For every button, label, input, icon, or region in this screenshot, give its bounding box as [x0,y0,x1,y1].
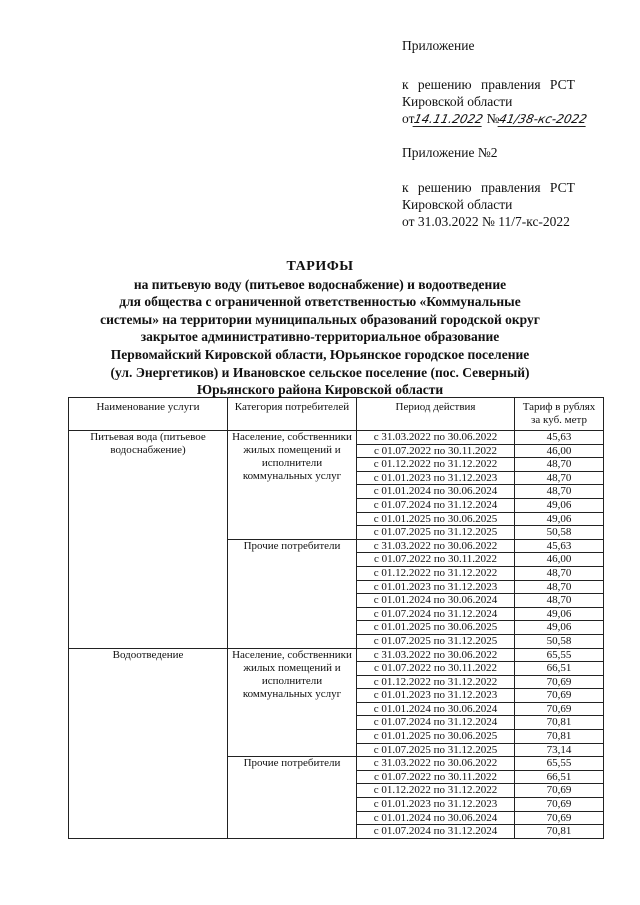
tariff-cell: 48,70 [515,594,604,608]
period-cell: с 01.07.2025 по 31.12.2025 [357,526,515,540]
handwritten-number: 41/38-кс-2022 [498,112,589,126]
tariff-cell: 73,14 [515,743,604,757]
tariff-cell: 45,63 [515,431,604,445]
tariff-cell: 66,51 [515,770,604,784]
tariff-cell: 70,69 [515,811,604,825]
period-cell: с 01.07.2022 по 30.11.2022 [357,770,515,784]
table-row [69,648,604,662]
period-cell: с 01.07.2025 по 31.12.2025 [357,743,515,757]
title-line-3: системы» на территории муниципальных образований городской округ [100,311,540,327]
period-cell: с 01.07.2024 по 31.12.2024 [357,825,515,839]
period-cell: с 01.07.2024 по 31.12.2024 [357,498,515,512]
period-cell: с 01.12.2022 по 31.12.2022 [357,675,515,689]
tariff-cell: 50,58 [515,634,604,648]
period-cell: с 01.07.2022 по 30.11.2022 [357,553,515,567]
header-service: Наименование услуги [69,398,228,431]
period-cell: с 01.01.2025 по 30.06.2025 [357,621,515,635]
appendix2-line3: от 31.03.2022 № 11/7-кс-2022 [402,214,570,229]
period-cell: с 31.03.2022 по 30.06.2022 [357,757,515,771]
tariff-cell: 49,06 [515,607,604,621]
period-cell: с 01.01.2025 по 30.06.2025 [357,512,515,526]
tariff-cell: 48,70 [515,580,604,594]
tariff-table [68,397,604,839]
category-cell: Прочие потребители [228,539,357,648]
period-cell: с 01.01.2023 по 31.12.2023 [357,798,515,812]
title-line-5: Первомайский Кировской области, Юрьянское городское поселение [110,346,530,362]
appendix2-line1: к решению правления РСТ [402,180,575,195]
period-cell: с 01.07.2022 по 30.11.2022 [357,662,515,676]
tariff-cell: 49,06 [515,621,604,635]
table-row [69,431,604,445]
tariff-cell: 66,51 [515,662,604,676]
period-cell: с 01.12.2022 по 31.12.2022 [357,784,515,798]
period-cell: с 01.01.2024 по 30.06.2024 [357,811,515,825]
tariff-cell: 45,63 [515,539,604,553]
service-name-cell: Водоотведение [69,648,228,838]
tariff-cell: 70,81 [515,716,604,730]
title-line-0: ТАРИФЫ [286,259,354,274]
tariff-cell: 48,70 [515,485,604,499]
period-cell: с 01.01.2024 по 30.06.2024 [357,702,515,716]
title-line-7: Юрьянского района Кировской области [196,382,444,398]
category-cell: Население, собственники жилых помещений и исполнители коммунальных услуг [228,648,357,757]
appendix2-reference [402,179,575,230]
period-cell: с 31.03.2022 по 30.06.2022 [357,648,515,662]
period-cell: с 31.03.2022 по 30.06.2022 [357,539,515,553]
period-cell: с 01.12.2022 по 31.12.2022 [357,458,515,472]
tariff-cell: 48,70 [515,471,604,485]
service-name-cell: Питьевая вода (питьевое водоснабжение) [69,431,228,649]
tariff-cell: 70,81 [515,730,604,744]
tariff-cell: 46,00 [515,553,604,567]
table-body [69,431,604,839]
tariff-cell: 70,69 [515,784,604,798]
category-cell: Прочие потребители [228,757,357,839]
tariff-cell: 65,55 [515,757,604,771]
period-cell: с 01.01.2025 по 30.06.2025 [357,730,515,744]
appendix1-reference [402,76,587,127]
document-title [60,258,580,399]
period-cell: с 01.07.2025 по 31.12.2025 [357,634,515,648]
period-cell: с 01.01.2023 по 31.12.2023 [357,471,515,485]
tariff-cell: 70,69 [515,798,604,812]
period-cell: с 01.12.2022 по 31.12.2022 [357,566,515,580]
title-line-6: (ул. Энергетиков) и Ивановское сельское поселение (пос. Северный) [110,364,530,380]
category-cell: Население, собственники жилых помещений и исполнители коммунальных услуг [228,431,357,540]
header-tariff: Тариф в рублях за куб. метр [515,398,604,431]
tariff-cell: 48,70 [515,566,604,580]
period-cell: с 01.01.2024 по 30.06.2024 [357,594,515,608]
period-cell: с 01.07.2024 по 31.12.2024 [357,607,515,621]
appendix1-title: Приложение [402,38,475,53]
tariff-cell: 50,58 [515,526,604,540]
tariff-cell: 70,69 [515,675,604,689]
tariff-cell: 49,06 [515,498,604,512]
tariff-cell: 48,70 [515,458,604,472]
period-cell: с 01.07.2022 по 30.11.2022 [357,444,515,458]
tariff-cell: 46,00 [515,444,604,458]
period-cell: с 01.01.2024 по 30.06.2024 [357,485,515,499]
period-cell: с 01.01.2023 по 31.12.2023 [357,689,515,703]
tariff-cell: 70,81 [515,825,604,839]
appendix1-line1: к решению правления РСТ [402,77,575,92]
appendix2-line2: Кировской области [402,197,513,212]
title-line-4: закрытое административно-территориальное образование [140,329,500,345]
appendix2-title: Приложение №2 [402,145,498,160]
table-header-row [69,398,604,431]
tariff-cell: 65,55 [515,648,604,662]
appendix1-line2: Кировской области [402,94,513,109]
handwritten-date: 14.11.2022 [413,112,485,126]
period-cell: с 01.07.2024 по 31.12.2024 [357,716,515,730]
tariff-cell: 70,69 [515,689,604,703]
appendix1-line3: от14.11.2022 №41/38-кс-2022 [402,111,589,126]
tariff-cell: 49,06 [515,512,604,526]
title-line-1: на питьевую воду (питьевое водоснабжение) и водоотведение [133,276,507,292]
header-category: Категория потребителей [228,398,357,431]
title-line-2: для общества с ограниченной ответственностью «Коммунальные [119,294,521,310]
tariff-cell: 70,69 [515,702,604,716]
header-period: Период действия [357,398,515,431]
period-cell: с 31.03.2022 по 30.06.2022 [357,431,515,445]
period-cell: с 01.01.2023 по 31.12.2023 [357,580,515,594]
